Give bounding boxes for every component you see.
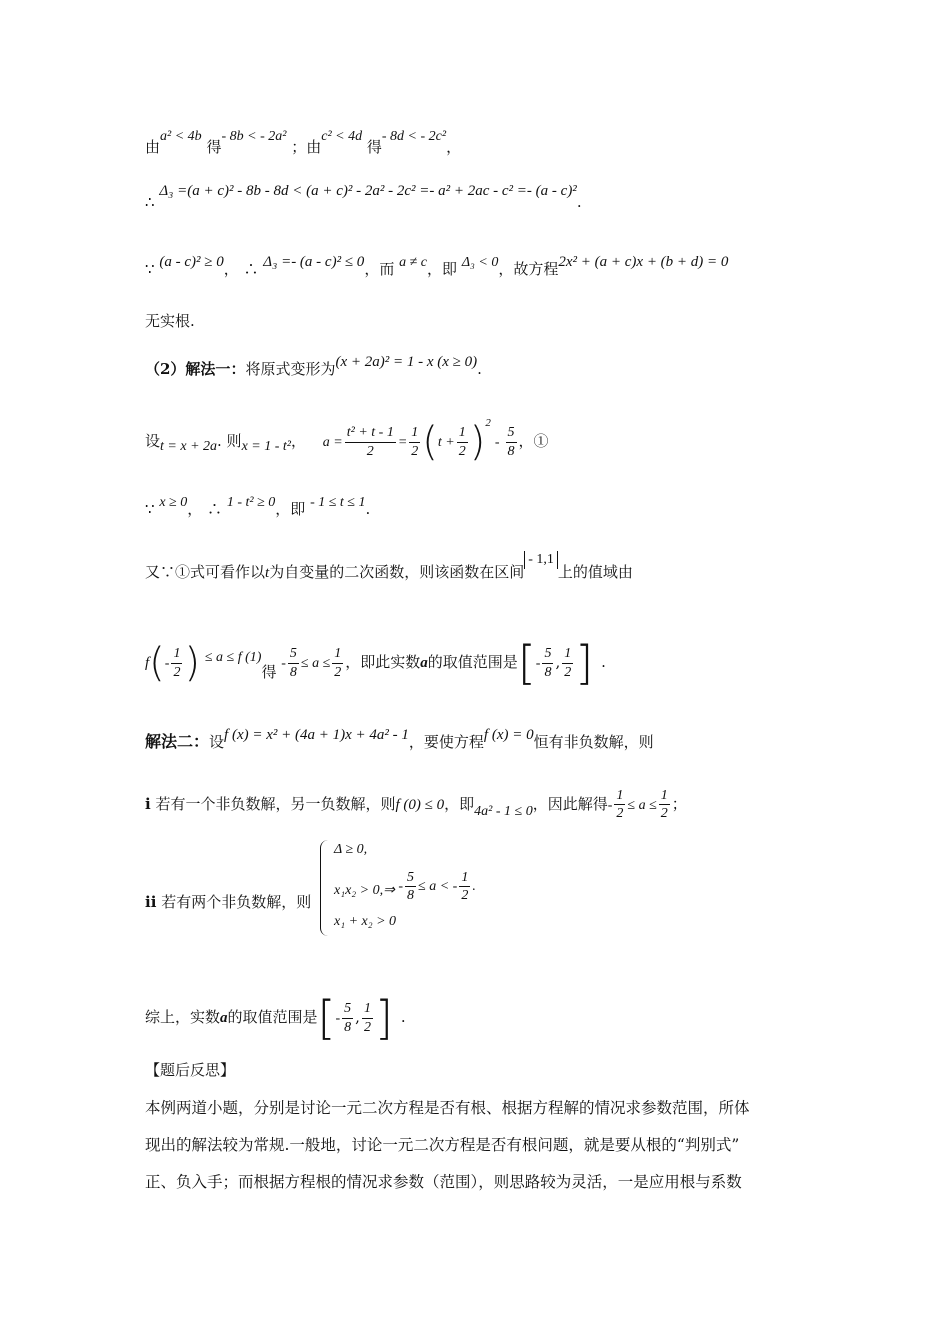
math-a-bounds: ≤ a ≤ [300,656,331,671]
math-minus: - [164,656,170,671]
text-comma: ， [223,260,239,278]
reflection-line-2: 现出的解法较为常规.一般地，讨论一元二次方程是否有根问题，就是要从根的“判别式” [145,1136,740,1154]
math-x-def: x = 1 - t² [241,439,291,454]
math-f-zero: f (x) = 0 [483,727,534,743]
text-value-range: 上的值域由 [557,563,633,581]
text-ji: ，即 [444,794,475,813]
case-one-line [145,788,687,822]
text-end: . [477,360,482,378]
therefore-symbol: ∴ [145,193,155,211]
text-variable: 为自变量的二次函数，则该函数在区间 [269,563,525,581]
math-minus: - [535,656,541,671]
text-ji: ，即 [275,500,306,518]
reflection-title: 【题后反思】 [145,1061,236,1079]
text-you: 又∵①式可看作以 [145,563,266,581]
math-transformed-eq: (x + 2a)² = 1 - x (x ≥ 0) [335,354,478,370]
fraction-half: $\frac{1}{2}$ [616,788,624,822]
text-require: ，要使方程 [408,733,484,751]
method-two-label: 解法二： [145,732,210,751]
math-equation: 2x² + (a + c)x + (b + d) = 0 [558,254,729,270]
math-minus: - [281,656,286,671]
math-minus: - [494,435,500,450]
math-t-range: - 1 ≤ t ≤ 1 [310,495,366,510]
fraction-half: $\frac{1}{2}$ [564,646,572,680]
fraction-half: $\frac{1}{2}$ [363,1001,371,1035]
math-t-ineq: 1 - t² ≥ 0 [226,495,276,510]
method-two-line [145,727,654,751]
method-one-line [145,354,482,378]
math-t-var: t [265,565,270,581]
math-a-eq: a = [322,435,343,450]
math-t-def: t = x + 2a [160,439,218,454]
text-end: ； [671,794,687,813]
fraction-quadratic: $\frac{\text{t² + t - 1}}{2}$ [346,425,394,459]
derivation-line-2 [145,183,582,211]
substitution-line: 设t = x + 2a. 则x = 1 - t²， a = $\frac{\text{t² + t - 1}}{2}$ = $\frac{1}{2}$ (t + $\frac{1}{2}$ )$^2$- $\frac{5}{8}$ ，① [145,417,549,465]
text-solve: ，因此解得 [532,794,608,813]
math-square: 2 [485,417,491,429]
text-range-is: 的取值范围是 [227,1008,318,1026]
text-comma: ， [187,500,203,518]
math-4a2: 4a² - 1 ≤ 0 [474,803,533,819]
text-circled-one: ，① [518,432,549,450]
summary-line: 综上，实数a的取值范围是[- $\frac{5}{8}$ , $\frac{1}{2}$ ] . [145,991,406,1045]
math-equals: = [397,435,408,450]
text-sep: ；由 [291,138,322,156]
text-you: 由 [145,138,161,156]
text-she: 设 [209,733,225,751]
fraction-five-eighths: $\frac{5}{8}$ [344,1001,352,1035]
math-minus: - [335,1011,341,1026]
math-square-nonneg: (a - c)² ≥ 0 [159,254,224,270]
value-range-line: f(- $\frac{1}{2}$ ) ≤ a ≤ f (1)得 - $\frac{5}{8}$ ≤ a ≤ $\frac{1}{2}$ ，即此实数a的取值范围是[- $\frac{5}{8}$ , $\frac{1}{2}$ ] . [145,636,606,690]
text-end: . [400,1008,406,1026]
fraction-five-eighths: $\frac{5}{8}$ [544,646,552,680]
text-end: ， [446,138,462,156]
text-she: 设 [145,432,161,450]
text-de: 得 [261,663,277,681]
math-inequality-a: a² < 4b [160,129,202,144]
therefore-symbol: ∴ [207,500,223,518]
text-er: ，而 [364,260,395,278]
method-one-label: （2）解法一： [145,360,246,378]
text-nonneg-solution: 恒有非负数解，则 [533,733,654,751]
because-symbol: ∵ [145,500,155,518]
math-delta-neg: Δ₃ < 0 [461,255,499,270]
condition-system [320,840,520,936]
text-end: . [576,193,582,211]
text-ji: ，即此实数 [345,653,421,671]
condition-sum: x₁ + x₂ > 0 [334,914,397,929]
text-case-two: 若有两个非负数解，则 [161,893,312,911]
text-end: . [601,653,606,671]
conclusion-line [145,314,195,329]
reflection-line-1: 本例两道小题，分别是讨论一元二次方程是否有根、根据方程解的情况求参数范围，所体 [145,1099,750,1117]
fraction-five-eighths: $\frac{5}{8}$ [289,646,297,680]
reflection-line-3: 正、负入手；而根据方程根的情况求参数（范围），则思路较为灵活，一是应用根与系数 [145,1173,742,1191]
math-interval: - 1,1 [524,551,558,569]
text-end: . [365,500,371,518]
math-inequality-b: - 8b < - 2a² [221,129,287,144]
text-comma: ， [290,432,306,450]
left-brace [320,840,331,936]
text-case-one: 若有一个非负数解，另一负数解，则 [155,794,396,813]
math-a-var: a [420,655,428,671]
math-delta-nonpos: Δ₃ =- (a - c)² ≤ 0 [263,254,365,270]
math-f0: f (0) ≤ 0 [395,796,445,813]
math-t-plus: t + [437,435,455,450]
text-ze: . 则 [217,432,242,450]
math-a-neq-c: a ≠ c [399,255,428,270]
reflection-paragraph [145,1090,805,1201]
fraction-half: $\frac{1}{2}$ [411,425,419,459]
condition-product: x₁x₂ > 0,⇒ - $\frac{5}{8}$ ≤ a < - $\frac{1}{2}$ . [334,870,476,904]
text-no-real-roots: 无实根. [145,312,195,330]
text-de: 得 [366,138,382,156]
case-two-line [145,895,311,910]
case-two-label: ii [145,893,157,911]
math-minus: - [607,797,613,813]
range-line [145,495,371,518]
case-one-label: i [145,794,151,813]
therefore-symbol: ∴ [243,260,259,278]
fraction-half: $\frac{1}{2}$ [458,425,466,459]
math-a-bounds: ≤ a ≤ [627,797,657,813]
math-f-def: f (x) = x² + (4a + 1)x + 4a² - 1 [224,727,409,743]
math-inequality-d: - 8d < - 2c² [381,129,447,144]
math-f: f [145,655,150,671]
math-discriminant: Δ₃ =(a + c)² - 8b - 8d < (a + c)² - 2a² - 2c² =- a² + 2ac - c² =- (a - c)² [159,183,577,199]
quadratic-function-line [145,552,633,583]
derivation-line-1 [145,129,462,156]
fraction-half: $\frac{1}{2}$ [660,788,668,822]
text-de: 得 [206,138,222,156]
fraction-half: $\frac{1}{2}$ [173,646,181,680]
math-a-var: a [220,1010,228,1026]
text-ji: ，即 [427,260,458,278]
condition-delta: Δ ≥ 0, [334,842,368,857]
math-inequality-c: c² < 4d [321,129,363,144]
math-x-nonneg: x ≥ 0 [159,495,188,510]
text-summary: 综上，实数 [145,1008,221,1026]
fraction-half: $\frac{1}{2}$ [334,646,342,680]
derivation-line-3 [145,254,729,278]
because-symbol: ∵ [145,260,155,278]
text-transform: 将原式变形为 [245,360,336,378]
text-range-is: 的取值范围是 [427,653,518,671]
fraction-five-eighths: $\frac{5}{8}$ [507,425,515,459]
math-a-bounds: ≤ a ≤ f (1) [204,650,262,665]
text-gu: ，故方程 [498,260,559,278]
